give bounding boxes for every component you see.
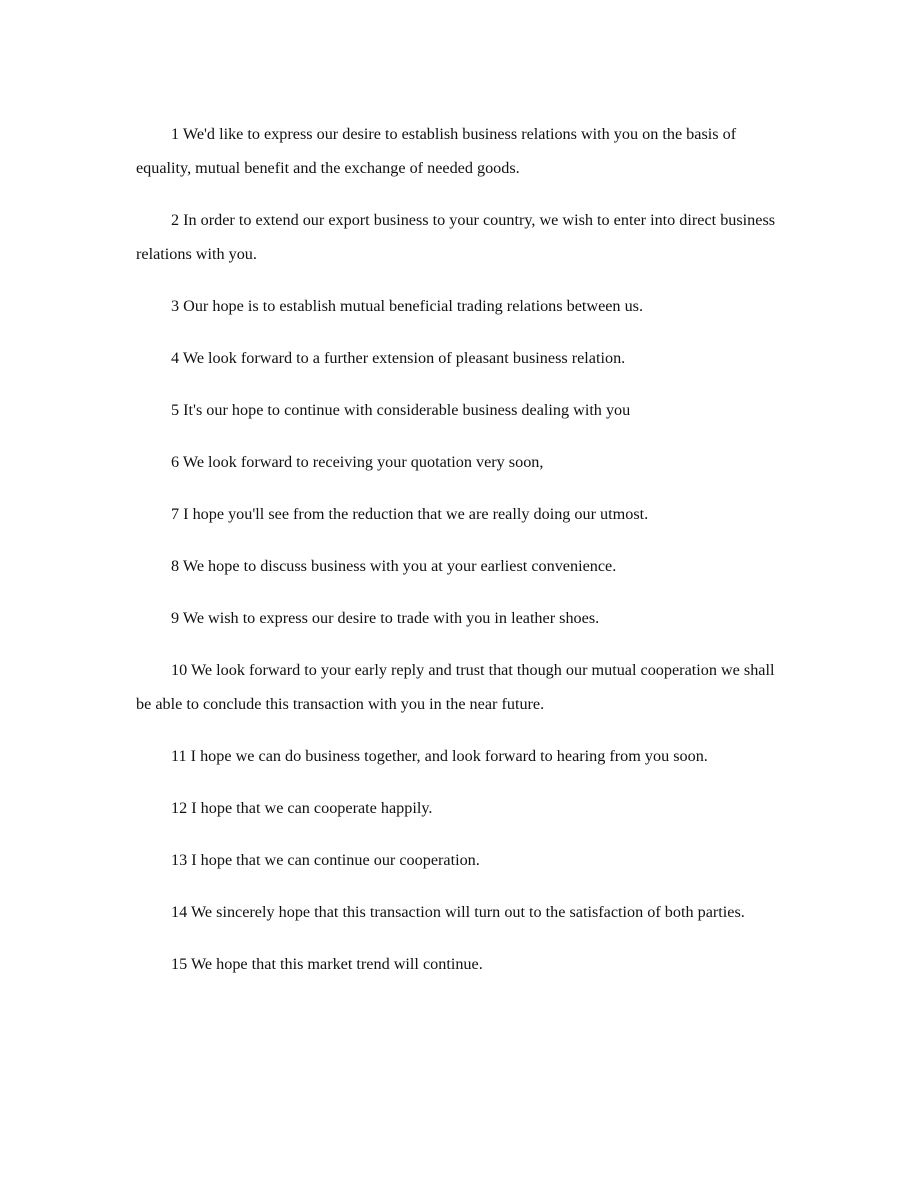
paragraph: 5 It's our hope to continue with considerable business dealing with you [171,401,631,419]
paragraph: 7 I hope you'll see from the reduction that we are really doing our utmost. [171,505,649,523]
paragraph: 14 We sincerely hope that this transaction will turn out to the satisfaction of both parties. [171,903,745,921]
paragraph: 11 I hope we can do business together, and look forward to hearing from you soon. [171,747,708,765]
paragraph: 8 We hope to discuss business with you at your earliest convenience. [171,557,617,575]
paragraph: 15 We hope that this market trend will continue. [171,955,483,973]
paragraph: 12 I hope that we can cooperate happily. [171,799,433,817]
paragraph: 2 In order to extend our export business to your country, we wish to enter into direct business relations with you. [136,211,776,263]
paragraph: 6 We look forward to receiving your quotation very soon, [171,453,544,471]
paragraph: 3 Our hope is to establish mutual beneficial trading relations between us. [171,297,644,315]
paragraph: 13 I hope that we can continue our cooperation. [171,851,480,869]
paragraph: 4 We look forward to a further extension of pleasant business relation. [171,349,626,367]
paragraph: 10 We look forward to your early reply and trust that though our mutual cooperation we shall be able to conclude this transaction with you in the near future. [136,661,775,713]
paragraph: 1 We'd like to express our desire to establish business relations with you on the basis of equality, mutual benefit and the exchange of needed goods. [136,125,737,177]
document-body [136,117,786,999]
paragraph: 9 We wish to express our desire to trade with you in leather shoes. [171,609,600,627]
